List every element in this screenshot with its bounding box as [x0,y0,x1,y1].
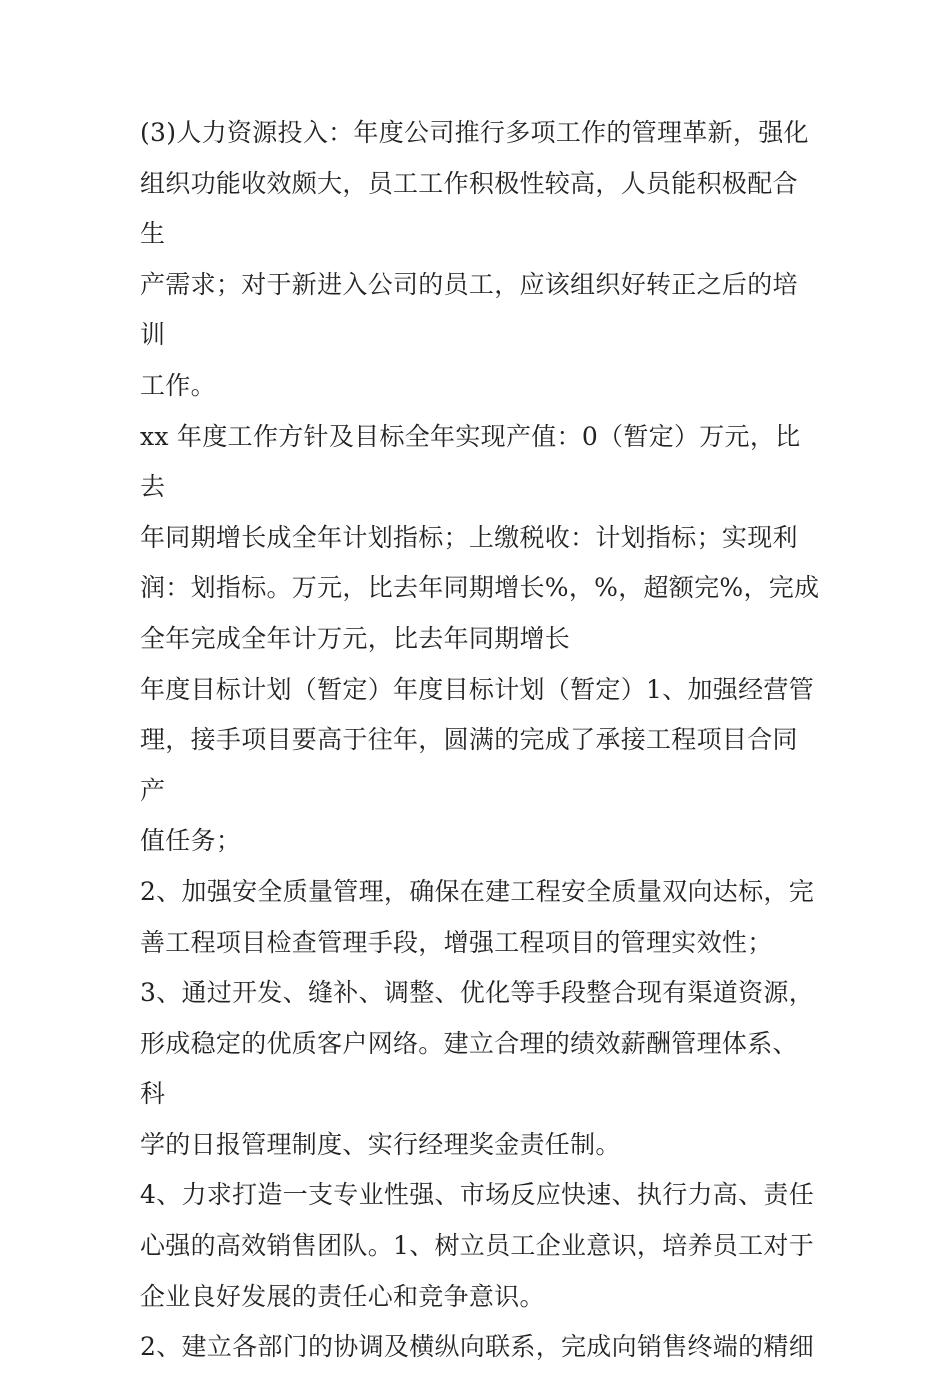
document-body [140,108,820,1373]
paragraph-annual-targets: xx 年度工作方针及目标全年实现产值：0（暂定）万元，比去 年同期增长成全年计划指标；上缴税收：计划指标；实现利 润：划指标。万元，比去年同期增长%，%，超额完%，完成 全年完成全年计万元，比去年同期增长 [140,421,820,653]
paragraph-safety-quality: 2、加强安全质量管理，确保在建工程安全质量双向达标，完 善工程项目检查管理手段，增强工程项目的管理实效性； [140,876,815,957]
paragraph-human-resources: (3)人力资源投入：年度公司推行多项工作的管理革新，强化 组织功能收效颇大，员工工作积极性较高，人员能积极配合生 产需求；对于新进入公司的员工，应该组织好转正之后的培训 工作。 [140,118,809,400]
paragraph-department-coordination: 2、建立各部门的协调及横纵向联系，完成向销售终端的精细 [140,1332,815,1362]
paragraph-sales-team: 4、力求打造一支专业性强、市场反应快速、执行力高、责任 心强的高效销售团队。1、树立员工企业意识，培养员工对于 企业良好发展的责任心和竞争意识。 [140,1180,815,1311]
paragraph-target-plan: 年度目标计划（暂定）年度目标计划（暂定）1、加强经营管 理，接手项目要高于往年，圆满的完成了承接工程项目合同产 值任务； [140,674,815,856]
paragraph-channel-resources: 3、通过开发、缝补、调整、优化等手段整合现有渠道资源， 形成稳定的优质客户网络。建立合理的绩效薪酬管理体系、科 学的日报管理制度、实行经理奖金责任制。 [140,978,815,1159]
